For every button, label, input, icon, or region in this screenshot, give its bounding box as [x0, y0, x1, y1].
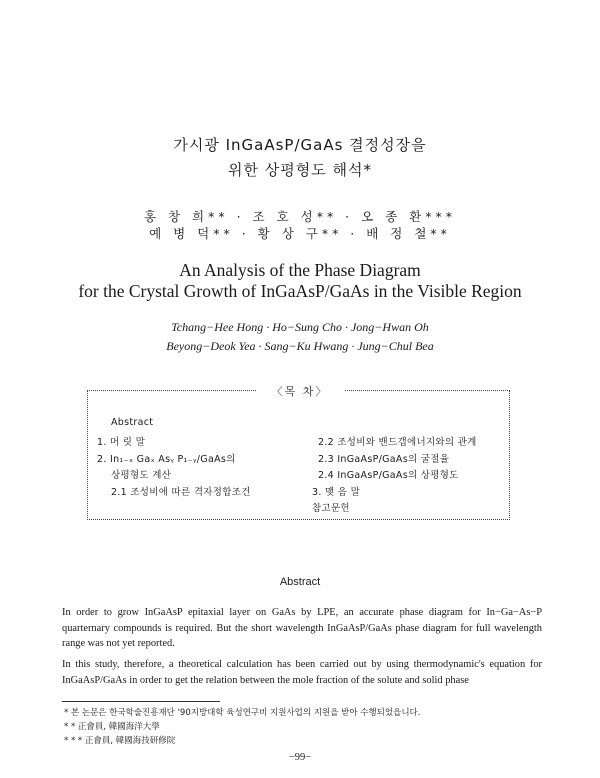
- abstract-title: Abstract: [279, 576, 321, 588]
- footnote-divider: [62, 701, 220, 702]
- toc-item: 2.3 InGaAsP/GaAs의 굴절율: [318, 454, 450, 465]
- toc-item: 2.1 조성비에 따른 격자정합조건: [111, 487, 251, 498]
- toc-item: Abstract: [111, 417, 154, 428]
- abstract-paragraph: In this study, therefore, a theoretical calculation has been carried out by using thermodynamic's equation for InGaAsP/GaAs in order to get the relation between the mole fraction of the solute and solid phase: [62, 659, 542, 686]
- korean-title-line2: 위한 상평형도 해석*: [228, 161, 372, 179]
- footnote: * * * 正會員, 韓國海技研修院: [64, 736, 176, 746]
- toc-heading: 〈목 차〉: [271, 385, 329, 398]
- toc-item: 상평형도 계산: [111, 470, 172, 481]
- english-title-line1: An Analysis of the Phase Diagram: [179, 260, 421, 280]
- toc-item: 2.2 조성비와 밴드갭에너지와의 관계: [318, 437, 477, 448]
- english-authors-line1: Tchang−Hee Hong · Ho−Sung Cho · Jong−Hwan Oh: [171, 320, 429, 334]
- korean-title-line1: 가시광 InGaAsP/GaAs 결정성장을: [173, 136, 427, 154]
- toc-item: 1. 머 릿 말: [97, 437, 146, 448]
- abstract-paragraph: In order to grow InGaAsP epitaxial layer on GaAs by LPE, an accurate phase diagram for In−Ga−As−P quarternary compounds is required. But the short wavelength InGaAsP/GaAs phase diagram for full wavelength range was not yet reported.: [62, 607, 542, 649]
- footnote: * * 正會員, 韓國海洋大學: [64, 722, 160, 732]
- korean-authors-line2: 예 병 덕** · 황 상 구** · 배 정 철**: [149, 226, 451, 241]
- korean-authors-line1: 홍 창 희** · 조 호 성** · 오 종 환***: [143, 209, 457, 224]
- toc-item: 2.4 InGaAsP/GaAs의 상평형도: [318, 470, 459, 481]
- toc-item: 3. 맺 음 말: [312, 487, 361, 498]
- footnote: * 본 논문은 한국학술진흥재단 '90지방대학 육성연구비 지원사업의 지원을 받아 수행되었읍니다.: [64, 708, 421, 718]
- toc-item: 참고문헌: [312, 503, 350, 514]
- page-number: −99−: [288, 752, 312, 763]
- english-authors-line2: Beyong−Deok Yea · Sang−Ku Hwang · Jung−Chul Bea: [166, 339, 434, 353]
- english-title-line2: for the Crystal Growth of InGaAsP/GaAs in the Visible Region: [78, 281, 522, 301]
- toc-item: 2. In₁₋ₓ Gaₓ Asᵧ P₁₋ᵧ/GaAs의: [97, 454, 236, 465]
